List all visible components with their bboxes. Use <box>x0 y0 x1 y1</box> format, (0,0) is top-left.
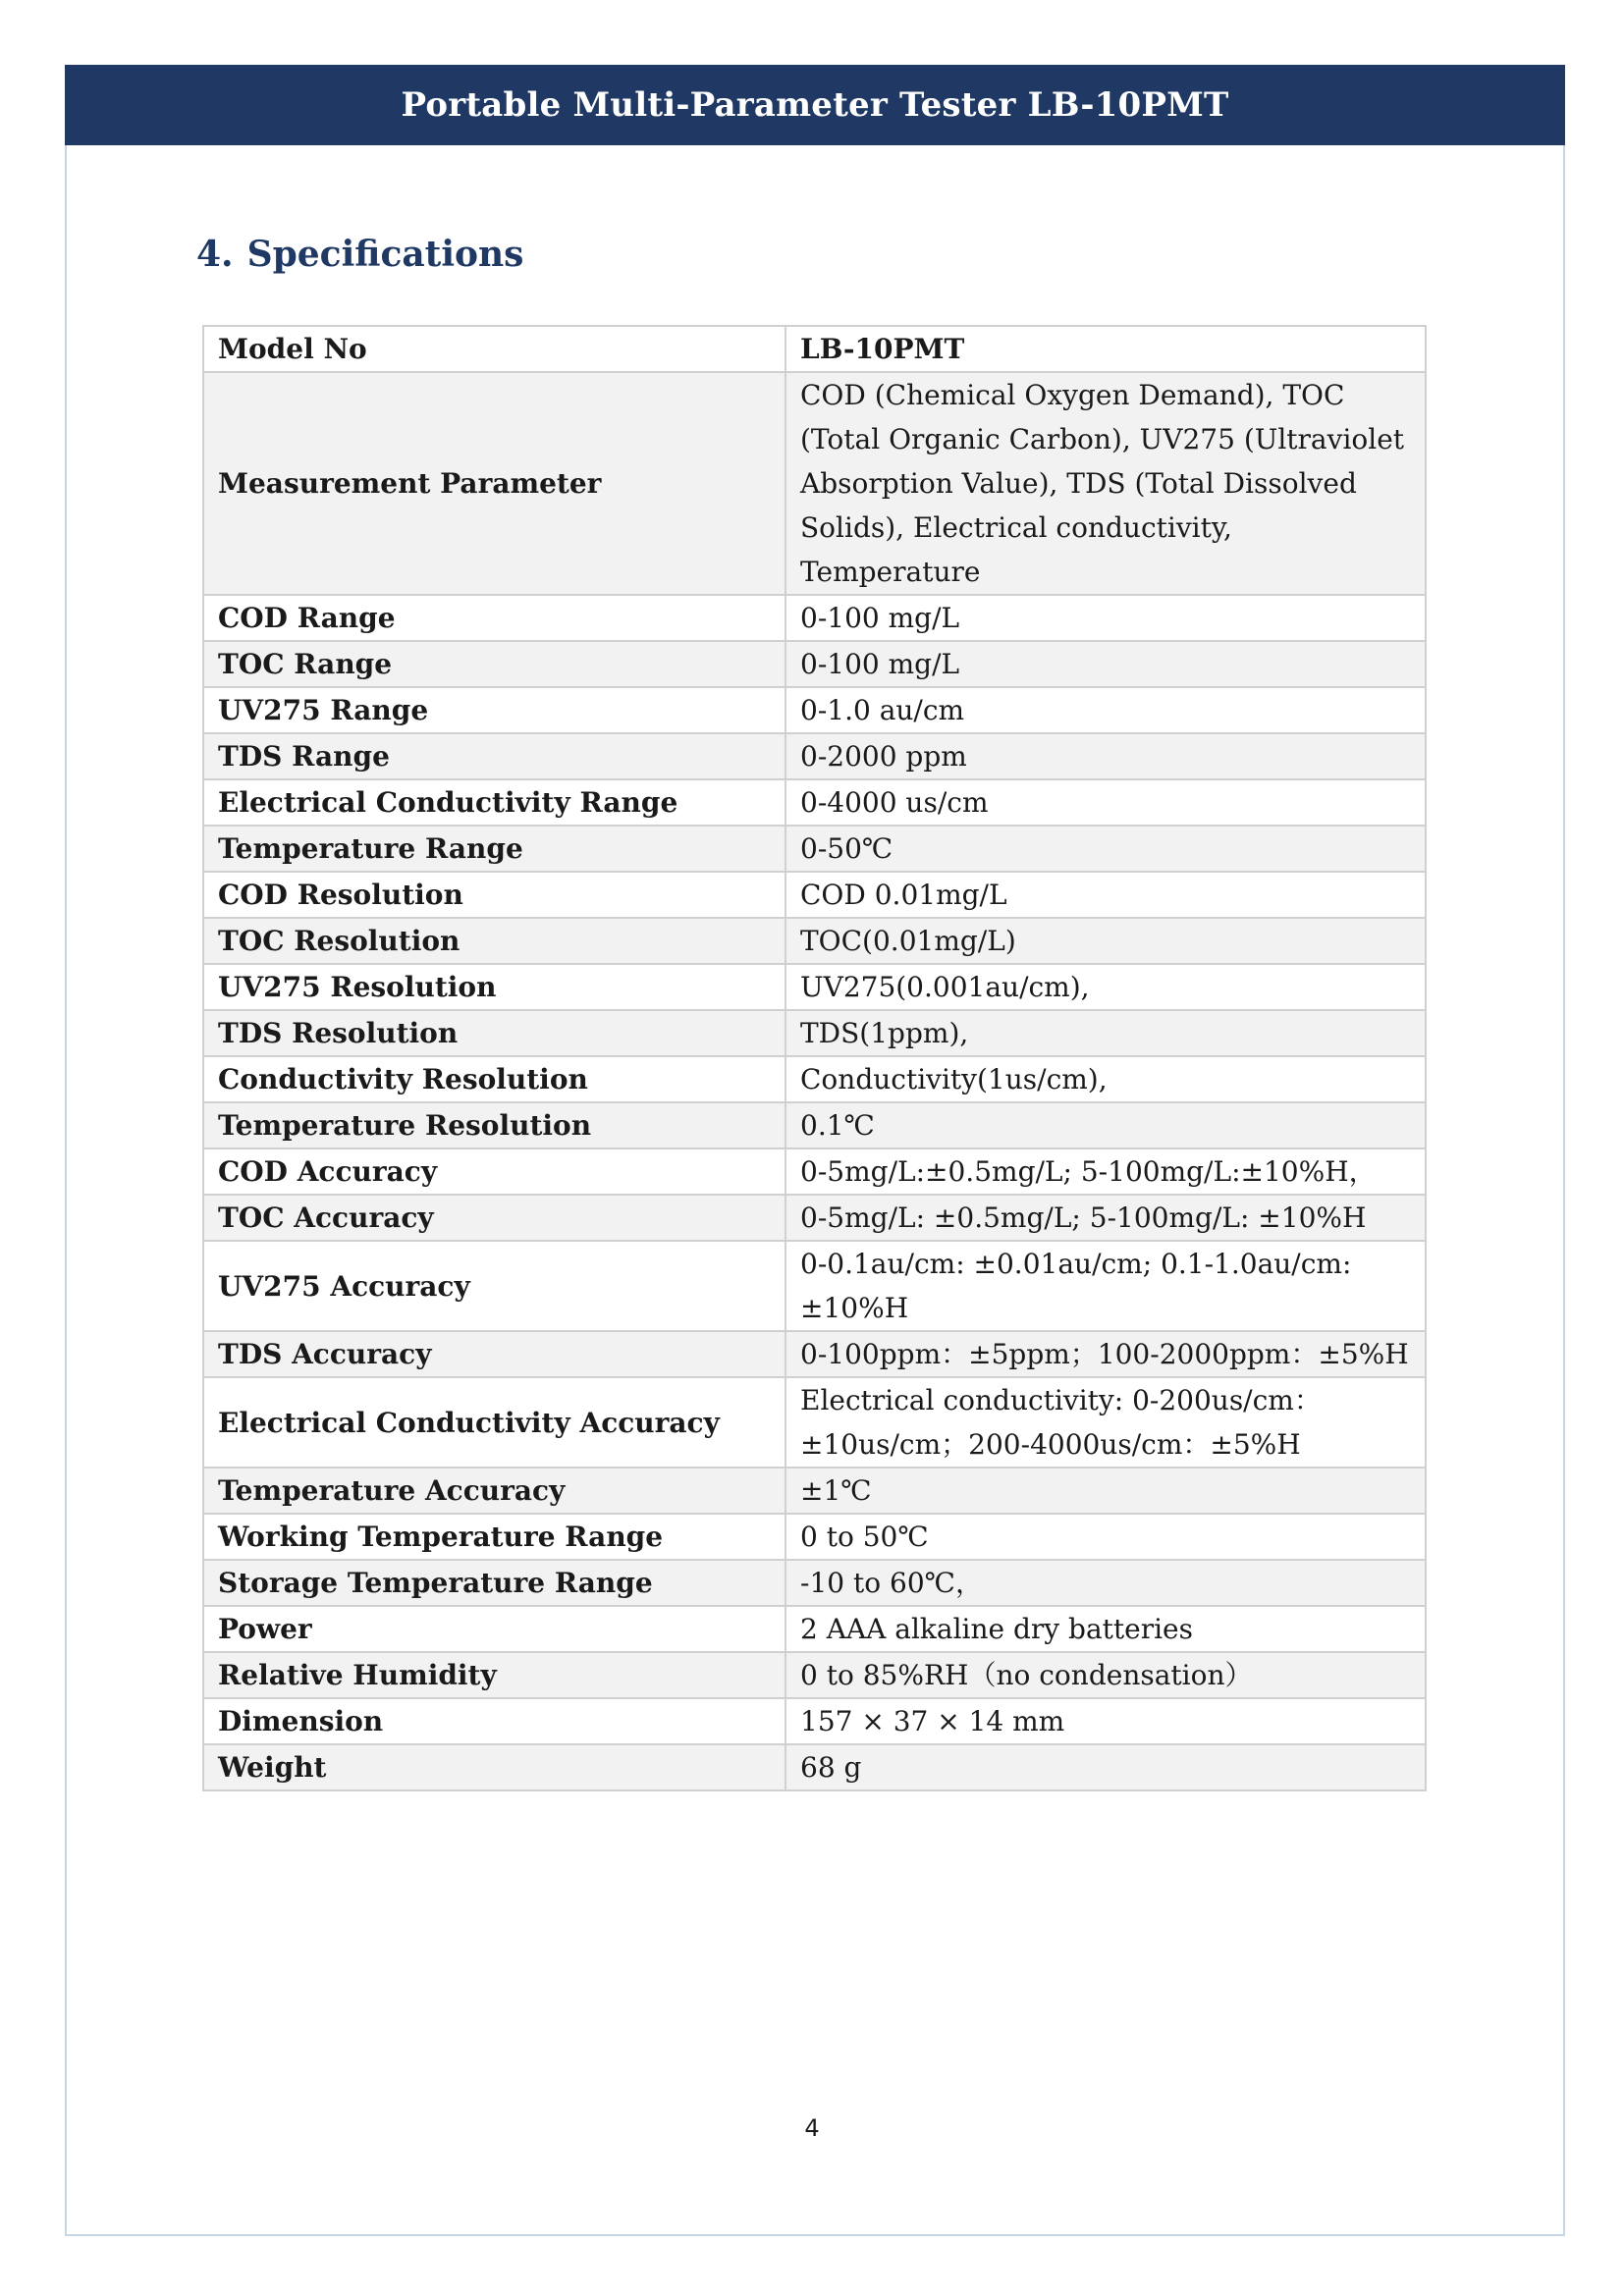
spec-value: TOC(0.01mg/L) <box>785 918 1426 964</box>
table-row <box>203 779 1426 826</box>
spec-value: 0-100ppm：±5ppm；100-2000ppm：±5%H <box>785 1331 1426 1377</box>
table-row <box>203 733 1426 779</box>
table-row <box>203 1514 1426 1560</box>
section-heading <box>196 234 523 275</box>
spec-value: 0-50℃ <box>785 826 1426 872</box>
spec-value: 0-0.1au/cm: ±0.01au/cm; 0.1-1.0au/cm: ±10%H <box>785 1241 1426 1331</box>
spec-label: Working Temperature Range <box>203 1514 785 1560</box>
spec-value: 0-4000 us/cm <box>785 779 1426 826</box>
spec-value: 0.1℃ <box>785 1102 1426 1148</box>
table-row <box>203 1652 1426 1698</box>
spec-label: TOC Resolution <box>203 918 785 964</box>
spec-value: COD (Chemical Oxygen Demand), TOC (Total Organic Carbon), UV275 (Ultraviolet Absorption Value), TDS (Total Dissolved Solids), Electrical conductivity, Temperature <box>785 372 1426 595</box>
section-title: Specifications <box>246 234 524 275</box>
spec-value: 0-1.0 au/cm <box>785 687 1426 733</box>
page-number: 4 <box>804 2114 820 2142</box>
table-row <box>203 687 1426 733</box>
table-row <box>203 1606 1426 1652</box>
spec-label: TDS Accuracy <box>203 1331 785 1377</box>
table-row <box>203 1148 1426 1195</box>
table-row <box>203 1010 1426 1056</box>
spec-label: UV275 Resolution <box>203 964 785 1010</box>
spec-value: 0-5mg/L: ±0.5mg/L; 5-100mg/L: ±10%H <box>785 1195 1426 1241</box>
spec-value: COD 0.01mg/L <box>785 872 1426 918</box>
table-row <box>203 1744 1426 1790</box>
spec-value: -10 to 60℃， <box>785 1560 1426 1606</box>
spec-label: Relative Humidity <box>203 1652 785 1698</box>
spec-label: TDS Range <box>203 733 785 779</box>
spec-value: TDS(1ppm), <box>785 1010 1426 1056</box>
table-row <box>203 918 1426 964</box>
section-number: 4. <box>196 234 234 275</box>
spec-value: Conductivity(1us/cm), <box>785 1056 1426 1102</box>
table-row <box>203 826 1426 872</box>
table-row <box>203 964 1426 1010</box>
document-title: Portable Multi-Parameter Tester LB-10PMT <box>401 85 1229 125</box>
document-title-bar <box>65 65 1565 145</box>
table-row <box>203 1102 1426 1148</box>
table-row <box>203 872 1426 918</box>
spec-label: TOC Accuracy <box>203 1195 785 1241</box>
spec-label: Temperature Accuracy <box>203 1468 785 1514</box>
spec-value: 157 × 37 × 14 mm <box>785 1698 1426 1744</box>
spec-label: COD Range <box>203 595 785 641</box>
table-row <box>203 1468 1426 1514</box>
table-row <box>203 595 1426 641</box>
spec-label: COD Resolution <box>203 872 785 918</box>
spec-label: Power <box>203 1606 785 1652</box>
spec-value: 68 g <box>785 1744 1426 1790</box>
table-row <box>203 326 1426 372</box>
spec-value: Electrical conductivity: 0-200us/cm：±10us/cm；200-4000us/cm：±5%H <box>785 1377 1426 1468</box>
spec-label: Weight <box>203 1744 785 1790</box>
spec-value: 0-2000 ppm <box>785 733 1426 779</box>
spec-label: UV275 Accuracy <box>203 1241 785 1331</box>
spec-value: UV275(0.001au/cm), <box>785 964 1426 1010</box>
spec-value: 2 AAA alkaline dry batteries <box>785 1606 1426 1652</box>
table-row <box>203 1331 1426 1377</box>
spec-value: 0-100 mg/L <box>785 595 1426 641</box>
spec-label: Measurement Parameter <box>203 372 785 595</box>
spec-label: TOC Range <box>203 641 785 687</box>
table-row <box>203 641 1426 687</box>
spec-value: 0-100 mg/L <box>785 641 1426 687</box>
table-row <box>203 1560 1426 1606</box>
table-row <box>203 1377 1426 1468</box>
spec-label: Electrical Conductivity Range <box>203 779 785 826</box>
spec-label: UV275 Range <box>203 687 785 733</box>
spec-value: 0 to 85%RH（no condensation） <box>785 1652 1426 1698</box>
table-row <box>203 1056 1426 1102</box>
spec-label: Storage Temperature Range <box>203 1560 785 1606</box>
table-row <box>203 372 1426 595</box>
specifications-table <box>202 325 1427 1791</box>
spec-label: TDS Resolution <box>203 1010 785 1056</box>
table-row <box>203 1195 1426 1241</box>
spec-label: Electrical Conductivity Accuracy <box>203 1377 785 1468</box>
spec-value: 0-5mg/L:±0.5mg/L; 5-100mg/L:±10%H， <box>785 1148 1426 1195</box>
spec-value: LB-10PMT <box>785 326 1426 372</box>
spec-label: Dimension <box>203 1698 785 1744</box>
spec-value: 0 to 50℃ <box>785 1514 1426 1560</box>
spec-value: ±1℃ <box>785 1468 1426 1514</box>
table-row <box>203 1241 1426 1331</box>
spec-label: COD Accuracy <box>203 1148 785 1195</box>
table-row <box>203 1698 1426 1744</box>
spec-label: Temperature Resolution <box>203 1102 785 1148</box>
spec-label: Model No <box>203 326 785 372</box>
spec-label: Conductivity Resolution <box>203 1056 785 1102</box>
spec-label: Temperature Range <box>203 826 785 872</box>
